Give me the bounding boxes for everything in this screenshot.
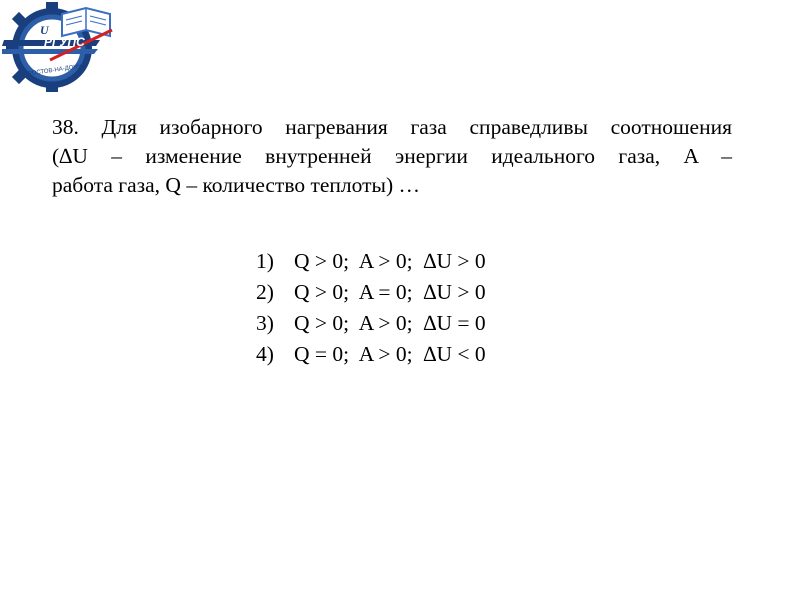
answer-option[interactable] xyxy=(256,339,486,370)
answer-number: 1) xyxy=(256,249,274,273)
answer-option[interactable] xyxy=(256,246,486,277)
answer-option[interactable] xyxy=(256,308,486,339)
answer-text: Q > 0; A > 0; ∆U = 0 xyxy=(294,311,486,335)
answer-text: Q > 0; A > 0; ∆U > 0 xyxy=(294,249,486,273)
question-text xyxy=(52,113,732,200)
logo-ring-text: РОСТОВ-НА-ДОНУ xyxy=(27,63,82,78)
rgups-logo xyxy=(0,0,118,92)
answer-number: 4) xyxy=(256,342,274,366)
answer-number: 3) xyxy=(256,311,274,335)
answer-options xyxy=(256,246,486,370)
logo-initial: U xyxy=(40,23,49,37)
answer-option[interactable] xyxy=(256,277,486,308)
logo-text: РГУПС xyxy=(44,35,85,49)
question-line-3: работа газа, Q – количество теплоты) … xyxy=(52,173,420,197)
question-line-1: 38. Для изобарного нагревания газа справедливы соотношения xyxy=(52,115,732,139)
answer-text: Q = 0; A > 0; ∆U < 0 xyxy=(294,342,486,366)
question-line-2: (∆U – изменение внутренней энергии идеального газа, A – xyxy=(52,144,732,168)
answer-number: 2) xyxy=(256,280,274,304)
answer-text: Q > 0; A = 0; ∆U > 0 xyxy=(294,280,486,304)
